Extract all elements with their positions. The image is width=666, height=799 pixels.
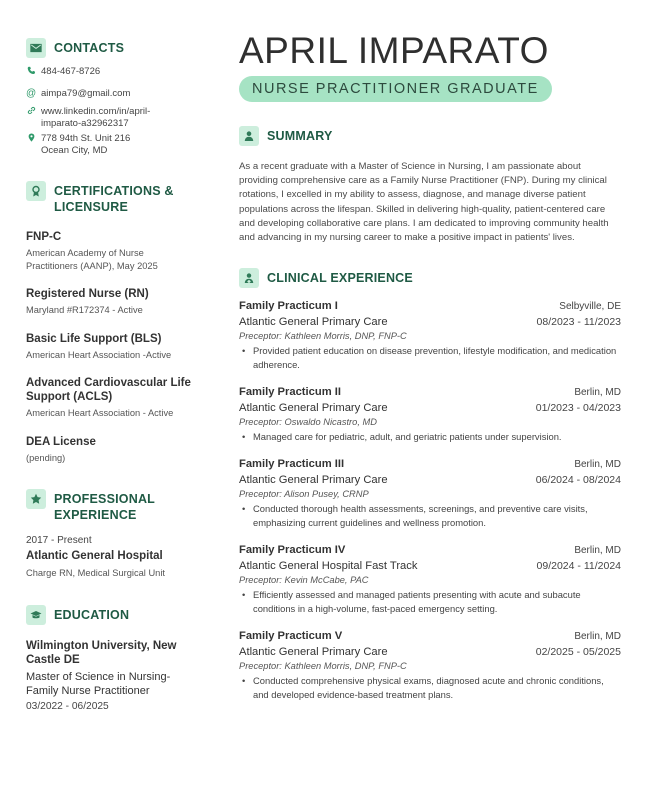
professional-heading — [26, 489, 211, 523]
education-title: EDUCATION — [54, 607, 130, 622]
linkedin-link[interactable]: www.linkedin.com/in/april-imparato-a32962317 — [41, 106, 151, 129]
job-entry — [239, 386, 621, 444]
job-title: Family Practicum IV — [239, 544, 346, 557]
clinical-list — [239, 300, 621, 702]
job-entry — [239, 300, 621, 372]
education-school: Wilmington University, New Castle DE — [26, 639, 177, 666]
cert-name: Basic Life Support (BLS) — [26, 332, 162, 345]
phone-text[interactable]: 484-467-8726 — [41, 66, 101, 77]
job-bullet: • Efficiently assessed and managed patients presenting with acute and subacute conditions in a high-volume, fast-paced emergency setting. — [239, 588, 621, 616]
certificate-icon — [26, 181, 46, 201]
professional-employer: Atlantic General Hospital — [26, 550, 163, 562]
summary-title: SUMMARY — [267, 129, 333, 143]
cert-detail: (pending) — [26, 452, 66, 463]
cert-name: Advanced Cardiovascular Life Support (ACLS) — [26, 377, 191, 403]
education-dates: 03/2022 - 06/2025 — [26, 700, 109, 712]
professional-role: Charge RN, Medical Surgical Unit — [26, 568, 165, 578]
certifications-heading — [26, 181, 211, 215]
job-title: Family Practicum I — [239, 300, 338, 313]
contacts-title: CONTACTS — [54, 41, 125, 55]
headline-badge: NURSE PRACTITIONER GRADUATE — [239, 76, 552, 102]
job-location: Berlin, MD — [574, 387, 621, 399]
cert-item — [26, 230, 211, 272]
address-line2: Ocean City, MD — [41, 144, 108, 156]
job-dates: 06/2024 - 08/2024 — [535, 474, 621, 487]
cert-list — [26, 230, 211, 464]
job-location: Berlin, MD — [574, 631, 621, 643]
contact-linkedin — [26, 106, 211, 129]
job-org: Atlantic General Primary Care — [239, 474, 388, 487]
job-title: Family Practicum V — [239, 630, 343, 643]
job-dates: 01/2023 - 04/2023 — [535, 402, 621, 415]
job-preceptor: Preceptor: Oswaldo Nicastro, MD — [239, 417, 377, 428]
job-org: Atlantic General Primary Care — [239, 316, 388, 329]
contact-address — [26, 133, 211, 156]
job-title: Family Practicum II — [239, 386, 341, 399]
contact-phone — [26, 66, 211, 79]
job-dates: 08/2023 - 11/2023 — [536, 316, 621, 329]
cert-item — [26, 376, 211, 420]
job-preceptor: Preceptor: Alison Pusey, CRNP — [239, 489, 369, 500]
clinical-title: CLINICAL EXPERIENCE — [267, 271, 413, 286]
job-title: Family Practicum III — [239, 458, 345, 471]
clinical-heading — [239, 268, 621, 288]
job-org: Atlantic General Primary Care — [239, 646, 388, 659]
job-bullet: • Provided patient education on disease prevention, lifestyle modification, and medication adherence. — [239, 344, 621, 372]
job-dates: 02/2025 - 05/2025 — [535, 646, 621, 659]
job-org: Atlantic General Hospital Fast Track — [239, 560, 418, 573]
nurse-icon — [239, 268, 259, 288]
right-column — [239, 30, 621, 702]
phone-icon — [26, 66, 36, 79]
job-bullet: • Conducted comprehensive physical exams, diagnosed acute and chronic conditions, and developed evidence-based treatment plans. — [239, 674, 621, 702]
professional-years: 2017 - Present — [26, 535, 92, 546]
map-pin-icon — [26, 133, 36, 146]
certifications-title: CERTIFICATIONS & LICENSURE — [54, 184, 174, 214]
at-icon: @ — [26, 87, 37, 99]
contact-email — [26, 88, 211, 100]
job-location: Selbyville, DE — [559, 301, 621, 313]
email-link[interactable]: aimpa79@gmail.com — [41, 87, 131, 99]
left-column — [26, 38, 211, 712]
education-degree: Master of Science in Nursing-Family Nurse Practitioner — [26, 670, 171, 697]
education-heading — [26, 605, 211, 625]
job-entry — [239, 630, 621, 702]
job-dates: 09/2024 - 11/2024 — [536, 560, 621, 573]
job-bullet: • Conducted thorough health assessments, screenings, and preventive care visits, emphasizing current guidelines and wellness promotion. — [239, 502, 621, 530]
cert-name: FNP-C — [26, 231, 62, 243]
summary-heading — [239, 126, 621, 146]
cert-item — [26, 287, 211, 317]
cert-name: DEA License — [26, 435, 96, 448]
cert-detail: American Heart Association - Active — [26, 408, 174, 418]
job-preceptor: Preceptor: Kevin McCabe, PAC — [239, 575, 369, 586]
job-org: Atlantic General Primary Care — [239, 402, 388, 415]
person-icon — [239, 126, 259, 146]
graduation-cap-icon — [26, 605, 46, 625]
job-preceptor: Preceptor: Kathleen Morris, DNP, FNP-C — [239, 331, 407, 342]
envelope-icon — [26, 38, 46, 58]
star-icon — [26, 489, 46, 509]
cert-detail: American Academy of Nurse Practitioners (AANP), May 2025 — [26, 248, 158, 271]
professional-title: PROFESSIONAL EXPERIENCE — [54, 492, 155, 522]
summary-text: As a recent graduate with a Master of Science in Nursing, I am passionate about providing comprehensive care as a Family Nurse Practitioner (FNP). During my clinical rotations, I excelled in my ability to assess, diagnose, and manage diverse patient populations across the lifespan. Skilled in delivering high-quality, patient-centered care and developing collaborative care plans. I am dedicated to improving community health and advancing in my nursing career to make a positive impact in patients' lives. — [239, 161, 609, 244]
address-line1: 778 94th St. Unit 216 — [41, 133, 131, 144]
cert-item — [26, 332, 211, 362]
job-bullet: • Managed care for pediatric, adult, and geriatric patients under supervision. — [239, 430, 621, 444]
contacts-heading — [26, 38, 211, 58]
job-location: Berlin, MD — [574, 545, 621, 557]
link-icon — [26, 106, 36, 119]
job-entry — [239, 544, 621, 616]
cert-name: Registered Nurse (RN) — [26, 288, 149, 300]
job-entry — [239, 458, 621, 530]
cert-detail: American Heart Association -Active — [26, 349, 172, 360]
candidate-name: APRIL IMPARATO — [239, 30, 549, 71]
cert-item — [26, 435, 211, 465]
job-location: Berlin, MD — [574, 459, 621, 471]
cert-detail: Maryland #R172374 - Active — [26, 305, 143, 315]
job-preceptor: Preceptor: Kathleen Morris, DNP, FNP-C — [239, 661, 407, 672]
